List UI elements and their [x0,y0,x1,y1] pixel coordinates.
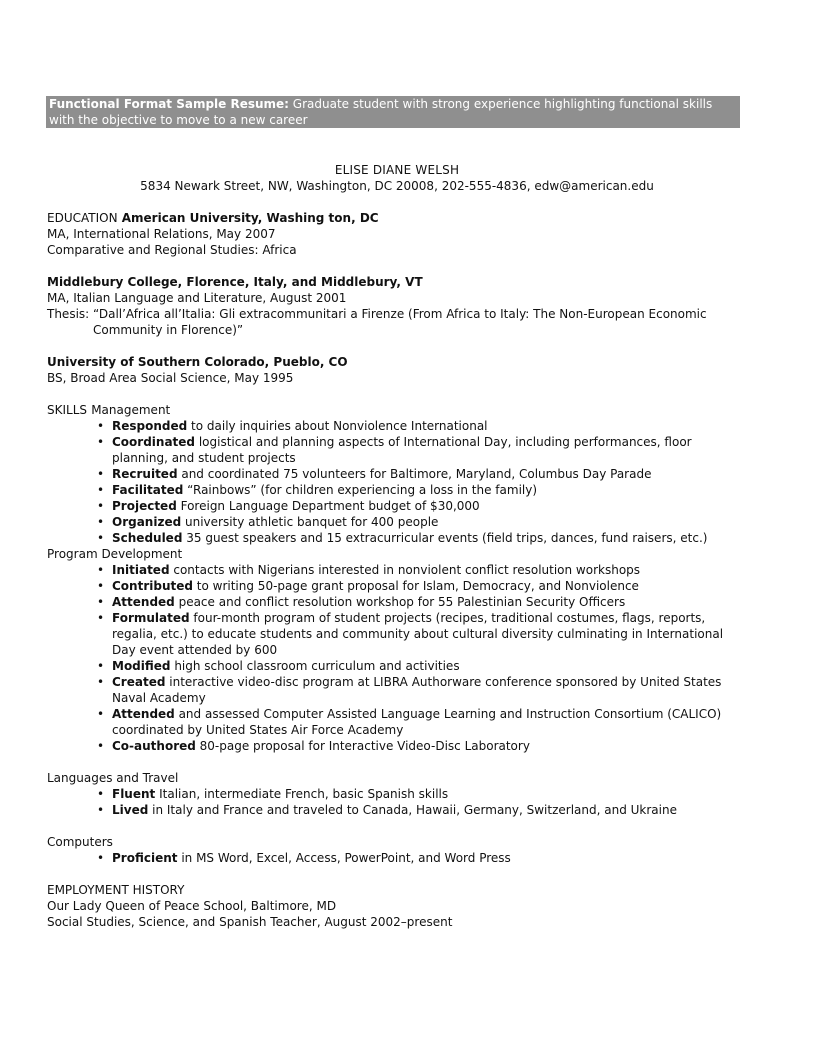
school2-name: Middlebury College, Florence, Italy, and Middlebury, VT [47,275,423,289]
school2-degree: MA, Italian Language and Literature, August 2001 [47,291,347,305]
banner-description: Graduate student with strong experience highlighting functional skills with the objective to move to a new career [49,97,713,127]
school3-name: University of Southern Colorado, Pueblo, CO [47,355,348,369]
employer-line: Our Lady Queen of Peace School, Baltimore, MD [47,899,337,913]
management-list [47,418,747,546]
list-item: • Attended peace and conflict resolution workshop for 55 Palestinian Security Officers [97,594,742,610]
contact-line: 5834 Newark Street, NW, Washington, DC 20008, 202-555-4836, edw@american.edu [140,179,654,193]
thesis-label: Thesis: [47,307,90,321]
list-item: • Fluent Italian, intermediate French, basic Spanish skills [97,786,742,802]
sample-banner [46,96,740,128]
list-item: • Projected Foreign Language Department budget of $30,000 [97,498,742,514]
list-item: • Recruited and coordinated 75 volunteers for Baltimore, Maryland, Columbus Day Parade [97,466,742,482]
education-label: EDUCATION [47,211,118,225]
list-item: • Proficient in MS Word, Excel, Access, PowerPoint, and Word Press [97,850,742,866]
banner-title: Functional Format Sample Resume: [49,97,289,111]
skills-label: SKILLS [47,403,88,417]
list-item: • Responded to daily inquiries about Nonviolence International [97,418,742,434]
list-item: • Facilitated “Rainbows” (for children experiencing a loss in the family) [97,482,742,498]
list-item: • Initiated contacts with Nigerians interested in nonviolent conflict resolution workshops [97,562,742,578]
computers-title: Computers [47,835,113,849]
employment-heading: EMPLOYMENT HISTORY [47,883,185,897]
school1-degree: MA, International Relations, May 2007 [47,227,276,241]
education-school1-heading [47,210,747,226]
thesis-title: “Dall’Africa all’Italia: Gli extracommunitari a Firenze (From Africa to Italy: The Non-European Economic Community in Florence)” [93,307,707,337]
program-development-title: Program Development [47,547,183,561]
list-item: • Scheduled 35 guest speakers and 15 extracurricular events (field trips, dances, fund raisers, etc.) [97,530,742,546]
list-item: • Formulated four-month program of student projects (recipes, traditional costumes, flags, reports, regalia, etc.) to educate students and community about cultural diversity culminating in International Day event attended by 600 [97,610,742,658]
list-item: • Modified high school classroom curriculum and activities [97,658,742,674]
computers-list [47,850,747,866]
school3-degree: BS, Broad Area Social Science, May 1995 [47,371,294,385]
list-item: • Attended and assessed Computer Assisted Language Learning and Instruction Consortium (CALICO) coordinated by United States Air Force Academy [97,706,742,738]
list-item: • Organized university athletic banquet for 400 people [97,514,742,530]
list-item: • Contributed to writing 50-page grant proposal for Islam, Democracy, and Nonviolence [97,578,742,594]
position-line: Social Studies, Science, and Spanish Teacher, August 2002–present [47,915,453,929]
skills-management-heading [47,402,747,418]
resume-name: ELISE DIANE WELSH [334,163,460,177]
management-title: Management [91,403,171,417]
school1-focus: Comparative and Regional Studies: Africa [47,243,297,257]
school1-name: American University, Washing ton, DC [121,211,379,225]
list-item: • Co-authored 80-page proposal for Interactive Video-Disc Laboratory [97,738,742,754]
school2-thesis [47,306,747,338]
resume-page [47,162,747,930]
program-development-list [47,562,747,754]
languages-list [47,786,747,818]
list-item: • Lived in Italy and France and traveled to Canada, Hawaii, Germany, Switzerland, and Ukraine [97,802,742,818]
languages-title: Languages and Travel [47,771,179,785]
list-item: • Created interactive video-disc program at LIBRA Authorware conference sponsored by United States Naval Academy [97,674,742,706]
list-item: • Coordinated logistical and planning aspects of International Day, including performances, floor planning, and student projects [97,434,742,466]
